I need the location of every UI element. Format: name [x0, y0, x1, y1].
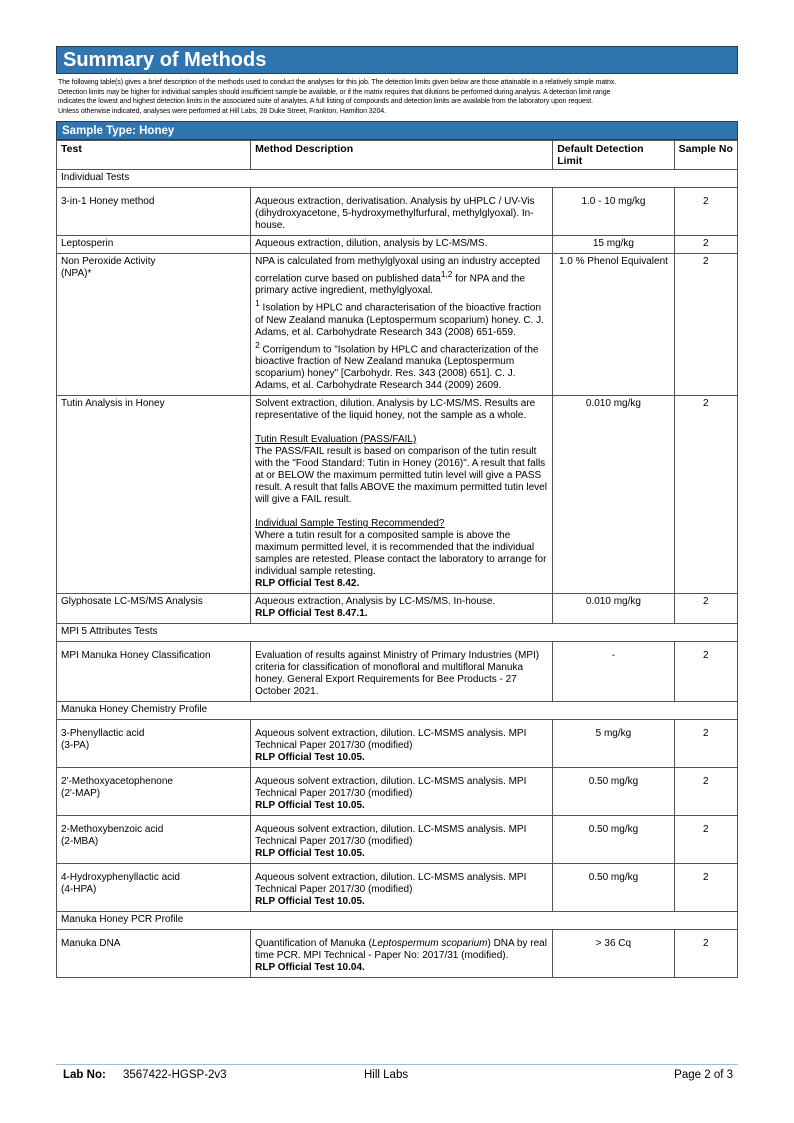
- detection-limit: 0.50 mg/kg: [553, 767, 674, 815]
- sample-no: 2: [674, 254, 737, 396]
- test-name: 2'-Methoxyacetophenone (2'-MAP): [57, 767, 251, 815]
- subheading: Tutin Result Evaluation (PASS/FAIL): [255, 433, 417, 445]
- method-description: Aqueous extraction, Analysis by LC-MS/MS. In-house. RLP Official Test 8.47.1.: [251, 593, 553, 623]
- sample-no: 2: [674, 815, 737, 863]
- official-test-ref: RLP Official Test 10.05.: [255, 751, 365, 763]
- intro-line: Detection limits may be higher for individual samples should insufficient sample be available, or if the matrix requires that dilutions be performed during analysis. A detection limit range: [58, 88, 611, 96]
- intro-line: Unless otherwise indicated, analyses were performed at Hill Labs, 28 Duke Street, Frankton, Hamilton 3204.: [58, 107, 386, 115]
- sample-no: 2: [674, 719, 737, 767]
- method-description: Aqueous solvent extraction, dilution. LC-MSMS analysis. MPI Technical Paper 2017/30 (modified) RLP Official Test 10.05.: [251, 815, 553, 863]
- footer-divider: [56, 1064, 738, 1065]
- detection-limit: > 36 Cq: [553, 929, 674, 977]
- group-row: [57, 911, 738, 929]
- test-name: Glyphosate LC-MS/MS Analysis: [57, 593, 251, 623]
- test-name: MPI Manuka Honey Classification: [57, 641, 251, 701]
- column-header-test: Test: [57, 141, 251, 170]
- sample-no: 2: [674, 641, 737, 701]
- test-name: 4-Hydroxyphenyllactic acid (4-HPA): [57, 863, 251, 911]
- sample-no: 2: [674, 236, 737, 254]
- lab-no-label: Lab No:: [63, 1069, 106, 1081]
- table-header-row: [57, 141, 738, 170]
- sample-no: 2: [674, 929, 737, 977]
- detection-limit: 15 mg/kg: [553, 236, 674, 254]
- test-name: Non Peroxide Activity (NPA)*: [57, 254, 251, 396]
- test-name: 3-Phenyllactic acid (3-PA): [57, 719, 251, 767]
- table-row: [57, 188, 738, 236]
- table-row: [57, 929, 738, 977]
- group-label: Manuka Honey PCR Profile: [57, 911, 738, 929]
- sample-no: 2: [674, 188, 737, 236]
- table-row: [57, 395, 738, 593]
- column-header-method: Method Description: [251, 141, 553, 170]
- method-description: Aqueous solvent extraction, dilution. LC-MSMS analysis. MPI Technical Paper 2017/30 (modified) RLP Official Test 10.05.: [251, 863, 553, 911]
- test-name: Manuka DNA: [57, 929, 251, 977]
- table-row: [57, 236, 738, 254]
- method-description: Aqueous solvent extraction, dilution. LC-MSMS analysis. MPI Technical Paper 2017/30 (modified) RLP Official Test 10.05.: [251, 719, 553, 767]
- intro-line: indicates the lowest and highest detection limits in the associated suite of analytes. A full listing of compounds and detection limits are available from the laboratory upon request.: [58, 98, 594, 106]
- detection-limit: 0.50 mg/kg: [553, 815, 674, 863]
- sample-no: 2: [674, 395, 737, 593]
- sample-no: 2: [674, 767, 737, 815]
- intro-line: The following table(s) gives a brief description of the methods used to conduct the analyses for this job. The detection limits given below are those attainable in a relatively simple matrix.: [58, 79, 617, 86]
- table-row: [57, 593, 738, 623]
- group-label: MPI 5 Attributes Tests: [57, 623, 738, 641]
- official-test-ref: RLP Official Test 10.05.: [255, 847, 365, 859]
- method-description: Quantification of Manuka (Leptospermum scoparium) DNA by real time PCR. MPI Technical - Paper No: 2017/31 (modified). RLP Official Test 10.04.: [251, 929, 553, 977]
- test-name: Tutin Analysis in Honey: [57, 395, 251, 593]
- detection-limit: 0.010 mg/kg: [553, 593, 674, 623]
- detection-limit: 1.0 - 10 mg/kg: [553, 188, 674, 236]
- sample-no: 2: [674, 863, 737, 911]
- table-row: [57, 863, 738, 911]
- page-title: Summary of Methods: [56, 46, 738, 74]
- detection-limit: 0.010 mg/kg: [553, 395, 674, 593]
- official-test-ref: RLP Official Test 10.04.: [255, 961, 365, 973]
- test-name: 3-in-1 Honey method: [57, 188, 251, 236]
- method-description: Aqueous extraction, dilution, analysis by LC-MS/MS.: [251, 236, 553, 254]
- method-description: Solvent extraction, dilution. Analysis by LC-MS/MS. Results are representative of the liquid honey, not the sample as a whole. Tutin Result Evaluation (PASS/FAIL) The PASS/FAIL result is based on comparison of the tutin result with the "Food Standard: Tutin in Honey (2016)". A result that falls at or BELOW the maximum permitted tutin level will give a PASS result. A result that falls ABOVE the maximum permitted tutin level will give a FAIL result. Individual Sample Testing Recommended? Where a tutin result for a composited sample is above the maximum permitted level, it is recommended that the individual samples are retested. Please contact the laboratory to arrange for individual sample retesting. RLP Official Test 8.42.: [251, 395, 553, 593]
- method-description: NPA is calculated from methylglyoxal using an industry accepted correlation curve based on published data$^{1,2}$ for NPA and the primary active ingredient, methylglyoxal. $^1$ Isolation by HPLC and characterisation of the bioactive fraction of New Zealand manuka (Leptospermum scoparium) honey. C. J. Adams, et al. Carbohydrate Research 343 (2008) 651-659. $^2$ Corrigendum to "Isolation by HPLC and characterization of the bioactive fraction of New Zealand manuka (Leptospermum scoparium) honey" [Carbohydr. Res. 343 (2008) 651]. C. J. Adams, et al. Carbohydrate Research 344 (2009) 2609.: [251, 254, 553, 396]
- group-label: Individual Tests: [57, 170, 738, 188]
- column-header-sample: Sample No: [674, 141, 737, 170]
- method-description: Aqueous solvent extraction, dilution. LC-MSMS analysis. MPI Technical Paper 2017/30 (modified) RLP Official Test 10.05.: [251, 767, 553, 815]
- detection-limit: 5 mg/kg: [553, 719, 674, 767]
- table-row: [57, 719, 738, 767]
- detection-limit: 1.0 % Phenol Equivalent: [553, 254, 674, 396]
- official-test-ref: RLP Official Test 10.05.: [255, 895, 365, 907]
- table-row: [57, 641, 738, 701]
- column-header-limit: Default Detection Limit: [553, 141, 674, 170]
- intro-text: [58, 78, 738, 116]
- official-test-ref: RLP Official Test 8.47.1.: [255, 607, 368, 619]
- table-row: [57, 815, 738, 863]
- official-test-ref: RLP Official Test 10.05.: [255, 799, 365, 811]
- detection-limit: 0.50 mg/kg: [553, 863, 674, 911]
- method-description: Aqueous extraction, derivatisation. Analysis by uHPLC / UV-Vis (dihydroxyacetone, 5-hydroxymethylfurfural, methylglyoxal). In-house.: [251, 188, 553, 236]
- table-row: [57, 254, 738, 396]
- group-row: [57, 170, 738, 188]
- test-name: 2-Methoxybenzoic acid (2-MBA): [57, 815, 251, 863]
- lab-no-value: 3567422-HGSP-2v3: [123, 1069, 227, 1081]
- page-number: Page 2 of 3: [674, 1069, 733, 1081]
- official-test-ref: RLP Official Test 8.42.: [255, 577, 360, 589]
- table-row: [57, 767, 738, 815]
- subheading: Individual Sample Testing Recommended?: [255, 517, 445, 529]
- method-description: Evaluation of results against Ministry of Primary Industries (MPI) criteria for classification of monofloral and multifloral Manuka honey. General Export Requirements for Bee Products - 27 October 2021.: [251, 641, 553, 701]
- sample-no: 2: [674, 593, 737, 623]
- detection-limit: -: [553, 641, 674, 701]
- lab-name: Hill Labs: [364, 1069, 409, 1081]
- test-name: Leptosperin: [57, 236, 251, 254]
- sample-type-header: Sample Type: Honey: [56, 121, 738, 140]
- group-label: Manuka Honey Chemistry Profile: [57, 701, 738, 719]
- group-row: [57, 623, 738, 641]
- group-row: [57, 701, 738, 719]
- methods-table: [56, 140, 738, 978]
